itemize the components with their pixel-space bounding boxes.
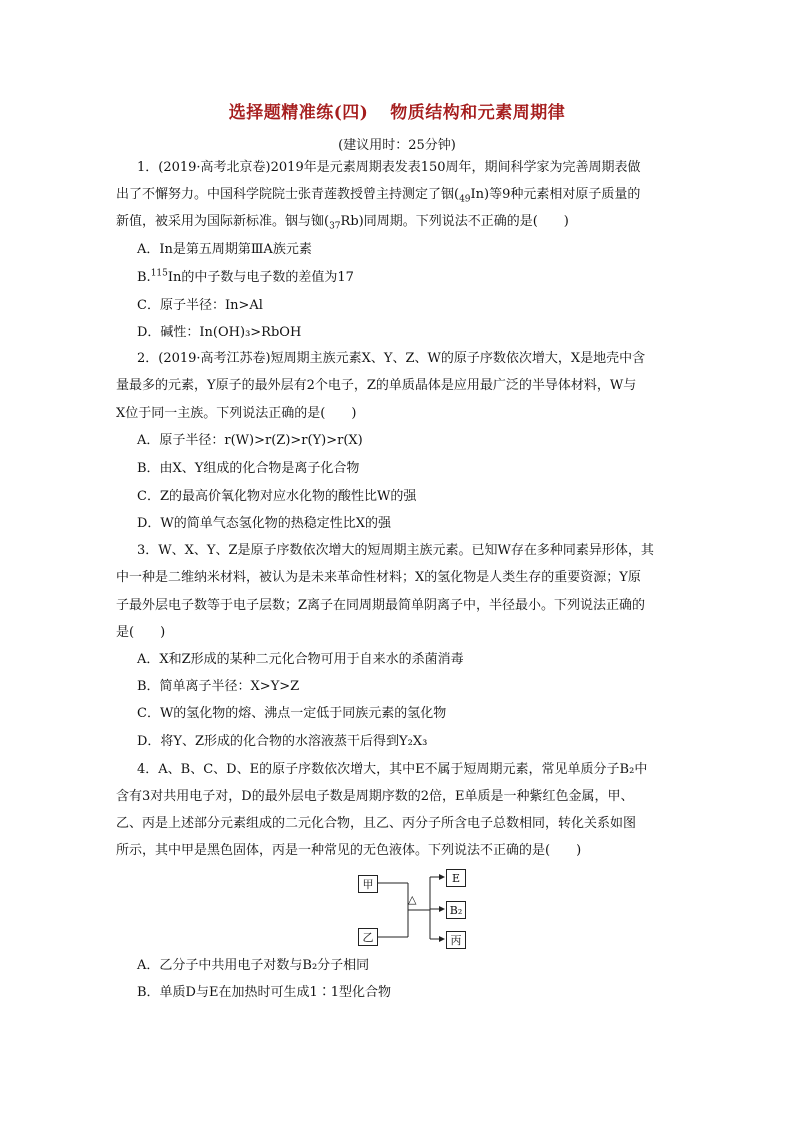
q1-line3	[116, 213, 676, 231]
q1-line2	[116, 186, 676, 204]
q3-line2: 中一种是二维纳米材料，被认为是未来革命性材料；X的氢化物是人类生存的重要资源；Y原	[116, 570, 641, 585]
q4-line2: 含有3对共用电子对，D的最外层电子数是周期序数的2倍，E单质是一种紫红色金属，甲、	[116, 789, 634, 804]
product-bing: 丙	[446, 931, 466, 949]
q3-line3: 子最外层电子数等于电子层数；Z离子在同周期最简单阴离子中，半径最小。下列说法正确的	[116, 598, 646, 613]
q3-line1: 3．W、X、Y、Z是原子序数依次增大的短周期主族元素。已知W存在多种同素异形体，其	[137, 543, 654, 558]
q1-line1: 1．(2019·高考北京卷)2019年是元素周期表发表150周年，期间科学家为完善周期表做	[137, 160, 641, 175]
q4-line1: 4．A、B、C、D、E的原子序数依次增大，其中E不属于短周期元素，常见单质分子B₂中	[137, 762, 648, 777]
title-left: 选择题精准练(四)	[228, 103, 369, 123]
q1-option-a: A．In是第五周期第ⅢA族元素	[137, 242, 312, 257]
q3-line4: 是( )	[116, 625, 166, 640]
q1-line3-b: Rb)同周期。下列说法不正确的是( )	[340, 214, 569, 229]
q2-option-a: A．原子半径：r(W)>r(Z)>r(Y)>r(X)	[137, 433, 363, 448]
q4-option-b: B．单质D与E在加热时可生成1∶1型化合物	[137, 985, 392, 1000]
q1-option-d: D．碱性：In(OH)₃>RbOH	[137, 325, 302, 340]
page-title	[0, 98, 794, 123]
q1-option-b	[137, 269, 697, 287]
heat-condition: △	[408, 893, 417, 906]
product-e: E	[446, 869, 466, 887]
q1-line2-a: 出了不懈努力。中国科学院院士张青莲教授曾主持测定了铟(	[116, 187, 460, 202]
q3-option-c: C．W的氢化物的熔、沸点一定低于同族元素的氢化物	[137, 706, 447, 721]
reactant-jia: 甲	[358, 875, 378, 893]
q3-option-b: B．简单离子半径：X>Y>Z	[137, 679, 300, 694]
q2-option-b: B．由X、Y组成的化合物是离子化合物	[137, 461, 360, 476]
reactant-yi: 乙	[358, 928, 378, 946]
q2-option-d: D．W的简单气态氢化物的热稳定性比X的强	[137, 516, 392, 531]
q1-line3-a: 新值，被采用为国际新标准。铟与铷(	[116, 214, 330, 229]
q2-option-c: C．Z的最高价氧化物对应水化物的酸性比W的强	[137, 489, 417, 504]
q4-line4: 所示，其中甲是黑色固体，丙是一种常见的无色液体。下列说法不正确的是( )	[116, 843, 582, 858]
q3-option-a: A．X和Z形成的某种二元化合物可用于自来水的杀菌消毒	[137, 652, 464, 667]
q1-option-b-sup: 115	[150, 268, 168, 279]
product-b2: B₂	[446, 901, 466, 919]
reaction-diagram	[350, 865, 470, 955]
q1-line2-b: In)等9种元素相对原子质量的	[470, 187, 641, 202]
q3-option-d: D．将Y、Z形成的化合物的水溶液蒸干后得到Y₂X₃	[137, 734, 428, 749]
q4-option-a: A．乙分子中共用电子对数与B₂分子相同	[137, 958, 370, 973]
q2-line3: X位于同一主族。下列说法正确的是( )	[116, 406, 357, 421]
q1-option-c: C．原子半径：In>Al	[137, 298, 263, 313]
q1-option-b-prefix: B.	[137, 270, 151, 285]
q1-option-b-text: In的中子数与电子数的差值为17	[167, 270, 354, 285]
title-right: 物质结构和元素周期律	[390, 103, 566, 123]
q2-line1: 2．(2019·高考江苏卷)短周期主族元素X、Y、Z、W的原子序数依次增大，X是地壳中含	[137, 351, 646, 366]
q1-line3-sub: 37	[329, 221, 341, 232]
q1-line2-sub: 49	[459, 194, 471, 205]
q2-line2: 量最多的元素，Y原子的最外层有2个电子，Z的单质晶体是应用最广泛的半导体材料，W与	[116, 378, 637, 393]
q4-line3: 乙、丙是上述部分元素组成的二元化合物，且乙、丙分子所含电子总数相同，转化关系如图	[116, 816, 637, 831]
page-subtitle: (建议用时：25分钟)	[338, 138, 456, 153]
